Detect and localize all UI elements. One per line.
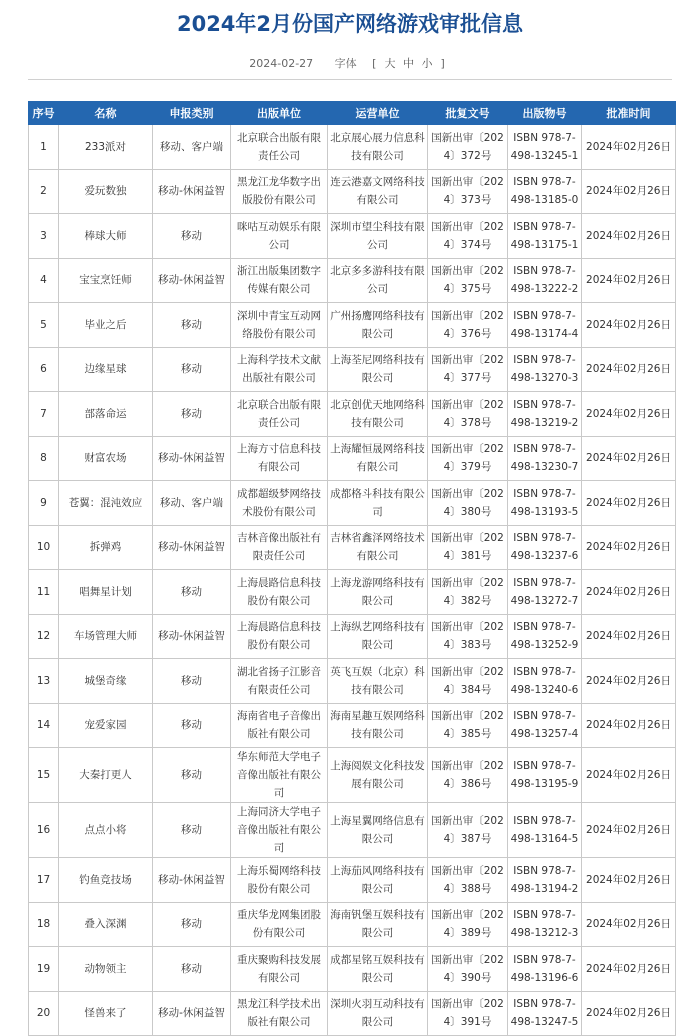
approval-no-cell: 国新出审〔2024〕372号 <box>428 125 508 170</box>
operator-cell: 北京创优天地网络科技有限公司 <box>328 392 428 437</box>
publisher-cell: 深圳中青宝互动网络股份有限公司 <box>231 303 328 348</box>
game-name-cell: 车场管理大师 <box>59 614 153 659</box>
font-size-label: 字体 <box>334 57 357 70</box>
operator-cell: 连云港嘉文网络科技有限公司 <box>328 169 428 214</box>
table-row <box>29 614 676 659</box>
isbn-cell: ISBN 978-7-498-13247-5 <box>508 991 582 1036</box>
isbn-cell: ISBN 978-7-498-13174-4 <box>508 303 582 348</box>
approval-date-cell: 2024年02月26日 <box>582 748 676 803</box>
index-cell: 11 <box>29 570 59 615</box>
approval-no-cell: 国新出审〔2024〕388号 <box>428 858 508 903</box>
approval-table <box>28 101 676 1036</box>
index-cell: 3 <box>29 214 59 259</box>
approval-no-cell: 国新出审〔2024〕391号 <box>428 991 508 1036</box>
isbn-cell: ISBN 978-7-498-13252-9 <box>508 614 582 659</box>
table-row <box>29 947 676 992</box>
operator-cell: 北京展心展力信息科技有限公司 <box>328 125 428 170</box>
approval-date-cell: 2024年02月26日 <box>582 258 676 303</box>
operator-cell: 海南钒堡互娱科技有限公司 <box>328 902 428 947</box>
category-cell: 移动、客户端 <box>153 481 231 526</box>
isbn-cell: ISBN 978-7-498-13257-4 <box>508 703 582 748</box>
table-row <box>29 748 676 803</box>
approval-date-cell: 2024年02月26日 <box>582 991 676 1036</box>
table-row <box>29 347 676 392</box>
publisher-cell: 浙江出版集团数字传媒有限公司 <box>231 258 328 303</box>
isbn-cell: ISBN 978-7-498-13212-3 <box>508 902 582 947</box>
approval-date-cell: 2024年02月26日 <box>582 481 676 526</box>
index-cell: 17 <box>29 858 59 903</box>
game-name-cell: 爱玩数独 <box>59 169 153 214</box>
index-cell: 10 <box>29 525 59 570</box>
category-cell: 移动 <box>153 803 231 858</box>
table-row <box>29 703 676 748</box>
approval-date-cell: 2024年02月26日 <box>582 570 676 615</box>
operator-cell: 北京多多游科技有限公司 <box>328 258 428 303</box>
operator-cell: 成都星铭互娱科技有限公司 <box>328 947 428 992</box>
table-row <box>29 125 676 170</box>
isbn-cell: ISBN 978-7-498-13175-1 <box>508 214 582 259</box>
game-name-cell: 财富农场 <box>59 436 153 481</box>
isbn-cell: ISBN 978-7-498-13195-9 <box>508 748 582 803</box>
operator-cell: 广州扬鹰网络科技有限公司 <box>328 303 428 348</box>
category-cell: 移动-休闲益智 <box>153 525 231 570</box>
game-name-cell: 233派对 <box>59 125 153 170</box>
publisher-cell: 成都超级梦网络技术股份有限公司 <box>231 481 328 526</box>
index-cell: 7 <box>29 392 59 437</box>
index-cell: 13 <box>29 659 59 704</box>
game-name-cell: 毕业之后 <box>59 303 153 348</box>
category-cell: 移动-休闲益智 <box>153 258 231 303</box>
publisher-cell: 华东师范大学电子音像出版社有限公司 <box>231 748 328 803</box>
approval-no-cell: 国新出审〔2024〕373号 <box>428 169 508 214</box>
col-category-header: 申报类别 <box>153 102 231 125</box>
table-row <box>29 525 676 570</box>
table-row <box>29 570 676 615</box>
isbn-cell: ISBN 978-7-498-13240-6 <box>508 659 582 704</box>
operator-cell: 上海龙游网络科技有限公司 <box>328 570 428 615</box>
table-row <box>29 169 676 214</box>
table-row <box>29 258 676 303</box>
table-body <box>29 125 676 1036</box>
isbn-cell: ISBN 978-7-498-13196-6 <box>508 947 582 992</box>
approval-date-cell: 2024年02月26日 <box>582 392 676 437</box>
publisher-cell: 海南省电子音像出版社有限公司 <box>231 703 328 748</box>
game-name-cell: 大秦打更人 <box>59 748 153 803</box>
operator-cell: 吉林省鑫泽网络技术有限公司 <box>328 525 428 570</box>
approval-date-cell: 2024年02月26日 <box>582 525 676 570</box>
approval-no-cell: 国新出审〔2024〕378号 <box>428 392 508 437</box>
table-row <box>29 481 676 526</box>
approval-no-cell: 国新出审〔2024〕387号 <box>428 803 508 858</box>
category-cell: 移动 <box>153 748 231 803</box>
game-name-cell: 点点小将 <box>59 803 153 858</box>
isbn-cell: ISBN 978-7-498-13230-7 <box>508 436 582 481</box>
index-cell: 2 <box>29 169 59 214</box>
game-name-cell: 叠入深渊 <box>59 902 153 947</box>
page-title: 2024年2月份国产网络游戏审批信息 <box>176 12 524 36</box>
operator-cell: 上海荃尼网络科技有限公司 <box>328 347 428 392</box>
approval-no-cell: 国新出审〔2024〕380号 <box>428 481 508 526</box>
game-name-cell: 宠爱家园 <box>59 703 153 748</box>
approval-no-cell: 国新出审〔2024〕374号 <box>428 214 508 259</box>
approval-date-cell: 2024年02月26日 <box>582 947 676 992</box>
col-operator-header: 运营单位 <box>328 102 428 125</box>
index-cell: 8 <box>29 436 59 481</box>
game-name-cell: 宝宝烹饪师 <box>59 258 153 303</box>
category-cell: 移动 <box>153 303 231 348</box>
col-approval-no-header: 批复文号 <box>428 102 508 125</box>
approval-date-cell: 2024年02月26日 <box>582 703 676 748</box>
table-row <box>29 436 676 481</box>
approval-no-cell: 国新出审〔2024〕383号 <box>428 614 508 659</box>
publisher-cell: 湖北省扬子江影音有限责任公司 <box>231 659 328 704</box>
category-cell: 移动-休闲益智 <box>153 991 231 1036</box>
isbn-cell: ISBN 978-7-498-13193-5 <box>508 481 582 526</box>
index-cell: 5 <box>29 303 59 348</box>
table-row <box>29 392 676 437</box>
category-cell: 移动 <box>153 214 231 259</box>
index-cell: 9 <box>29 481 59 526</box>
approval-date-cell: 2024年02月26日 <box>582 303 676 348</box>
col-publisher-header: 出版单位 <box>231 102 328 125</box>
col-isbn-header: 出版物号 <box>508 102 582 125</box>
isbn-cell: ISBN 978-7-498-13194-2 <box>508 858 582 903</box>
font-bracket-open: [ <box>372 57 377 70</box>
category-cell: 移动 <box>153 703 231 748</box>
approval-date-cell: 2024年02月26日 <box>582 858 676 903</box>
col-index-header: 序号 <box>29 102 59 125</box>
isbn-cell: ISBN 978-7-498-13219-2 <box>508 392 582 437</box>
approval-no-cell: 国新出审〔2024〕376号 <box>428 303 508 348</box>
operator-cell: 成都格斗科技有限公司 <box>328 481 428 526</box>
game-name-cell: 怪兽来了 <box>59 991 153 1036</box>
game-name-cell: 城堡奇缘 <box>59 659 153 704</box>
font-bracket-close: ] <box>440 57 445 70</box>
isbn-cell: ISBN 978-7-498-13237-6 <box>508 525 582 570</box>
table-row <box>29 214 676 259</box>
operator-cell: 上海耀恒晟网络科技有限公司 <box>328 436 428 481</box>
isbn-cell: ISBN 978-7-498-13272-7 <box>508 570 582 615</box>
table-row <box>29 991 676 1036</box>
approval-no-cell: 国新出审〔2024〕381号 <box>428 525 508 570</box>
publisher-cell: 吉林音像出版社有限责任公司 <box>231 525 328 570</box>
category-cell: 移动、客户端 <box>153 125 231 170</box>
table-row <box>29 803 676 858</box>
operator-cell: 深圳火羽互动科技有限公司 <box>328 991 428 1036</box>
category-cell: 移动-休闲益智 <box>153 858 231 903</box>
approval-date-cell: 2024年02月26日 <box>582 659 676 704</box>
isbn-cell: ISBN 978-7-498-13222-2 <box>508 258 582 303</box>
index-cell: 6 <box>29 347 59 392</box>
font-small-button[interactable]: 小 <box>421 57 433 70</box>
index-cell: 16 <box>29 803 59 858</box>
index-cell: 19 <box>29 947 59 992</box>
approval-date-cell: 2024年02月26日 <box>582 169 676 214</box>
game-name-cell: 唱舞星计划 <box>59 570 153 615</box>
approval-no-cell: 国新出审〔2024〕386号 <box>428 748 508 803</box>
publisher-cell: 上海科学技术文献出版社有限公司 <box>231 347 328 392</box>
approval-no-cell: 国新出审〔2024〕384号 <box>428 659 508 704</box>
col-name-header: 名称 <box>59 102 153 125</box>
game-name-cell: 拆弹鸡 <box>59 525 153 570</box>
publisher-cell: 上海同济大学电子音像出版社有限公司 <box>231 803 328 858</box>
font-medium-button[interactable]: 中 <box>402 57 414 70</box>
approval-no-cell: 国新出审〔2024〕382号 <box>428 570 508 615</box>
category-cell: 移动-休闲益智 <box>153 169 231 214</box>
approval-no-cell: 国新出审〔2024〕385号 <box>428 703 508 748</box>
approval-no-cell: 国新出审〔2024〕377号 <box>428 347 508 392</box>
approval-date-cell: 2024年02月26日 <box>582 125 676 170</box>
game-name-cell: 动物领主 <box>59 947 153 992</box>
game-name-cell: 钓鱼竞技场 <box>59 858 153 903</box>
operator-cell: 上海茄风网络科技有限公司 <box>328 858 428 903</box>
game-name-cell: 苍翼：混沌效应 <box>59 481 153 526</box>
index-cell: 14 <box>29 703 59 748</box>
approval-no-cell: 国新出审〔2024〕389号 <box>428 902 508 947</box>
approval-no-cell: 国新出审〔2024〕379号 <box>428 436 508 481</box>
category-cell: 移动-休闲益智 <box>153 614 231 659</box>
approval-date-cell: 2024年02月26日 <box>582 347 676 392</box>
publish-date: 2024-02-27 <box>249 57 314 70</box>
table-row <box>29 303 676 348</box>
game-name-cell: 棒球大师 <box>59 214 153 259</box>
approval-no-cell: 国新出审〔2024〕375号 <box>428 258 508 303</box>
index-cell: 1 <box>29 125 59 170</box>
category-cell: 移动-休闲益智 <box>153 436 231 481</box>
isbn-cell: ISBN 978-7-498-13270-3 <box>508 347 582 392</box>
operator-cell: 英飞互娱（北京）科技有限公司 <box>328 659 428 704</box>
index-cell: 15 <box>29 748 59 803</box>
approval-date-cell: 2024年02月26日 <box>582 803 676 858</box>
index-cell: 12 <box>29 614 59 659</box>
article-meta <box>0 52 700 76</box>
publisher-cell: 上海晨路信息科技股份有限公司 <box>231 570 328 615</box>
publisher-cell: 上海乐蜀网络科技股份有限公司 <box>231 858 328 903</box>
publisher-cell: 上海晨路信息科技股份有限公司 <box>231 614 328 659</box>
publisher-cell: 北京联合出版有限责任公司 <box>231 392 328 437</box>
publisher-cell: 重庆聚购科技发展有限公司 <box>231 947 328 992</box>
publisher-cell: 上海方寸信息科技有限公司 <box>231 436 328 481</box>
approval-no-cell: 国新出审〔2024〕390号 <box>428 947 508 992</box>
table-header-row <box>29 102 676 125</box>
col-date-header: 批准时间 <box>582 102 676 125</box>
category-cell: 移动 <box>153 347 231 392</box>
table-row <box>29 858 676 903</box>
category-cell: 移动 <box>153 392 231 437</box>
category-cell: 移动 <box>153 659 231 704</box>
approval-date-cell: 2024年02月26日 <box>582 214 676 259</box>
publisher-cell: 黑龙江龙华数字出版股份有限公司 <box>231 169 328 214</box>
font-size-control <box>329 57 451 70</box>
font-large-button[interactable]: 大 <box>384 57 396 70</box>
approval-date-cell: 2024年02月26日 <box>582 902 676 947</box>
game-name-cell: 部落命运 <box>59 392 153 437</box>
publisher-cell: 重庆华龙网集团股份有限公司 <box>231 902 328 947</box>
operator-cell: 上海纵艺网络科技有限公司 <box>328 614 428 659</box>
isbn-cell: ISBN 978-7-498-13185-0 <box>508 169 582 214</box>
category-cell: 移动 <box>153 902 231 947</box>
divider <box>28 79 672 80</box>
publisher-cell: 黑龙江科学技术出版社有限公司 <box>231 991 328 1036</box>
game-name-cell: 边缘星球 <box>59 347 153 392</box>
publisher-cell: 咪咕互动娱乐有限公司 <box>231 214 328 259</box>
index-cell: 20 <box>29 991 59 1036</box>
operator-cell: 深圳市望尘科技有限公司 <box>328 214 428 259</box>
publisher-cell: 北京联合出版有限责任公司 <box>231 125 328 170</box>
isbn-cell: ISBN 978-7-498-13245-1 <box>508 125 582 170</box>
category-cell: 移动 <box>153 570 231 615</box>
operator-cell: 海南星趣互娱网络科技有限公司 <box>328 703 428 748</box>
operator-cell: 上海星翼网络信息有限公司 <box>328 803 428 858</box>
table-row <box>29 902 676 947</box>
index-cell: 18 <box>29 902 59 947</box>
operator-cell: 上海阅娱文化科技发展有限公司 <box>328 748 428 803</box>
approval-date-cell: 2024年02月26日 <box>582 614 676 659</box>
approval-date-cell: 2024年02月26日 <box>582 436 676 481</box>
table-row <box>29 659 676 704</box>
index-cell: 4 <box>29 258 59 303</box>
category-cell: 移动 <box>153 947 231 992</box>
isbn-cell: ISBN 978-7-498-13164-5 <box>508 803 582 858</box>
